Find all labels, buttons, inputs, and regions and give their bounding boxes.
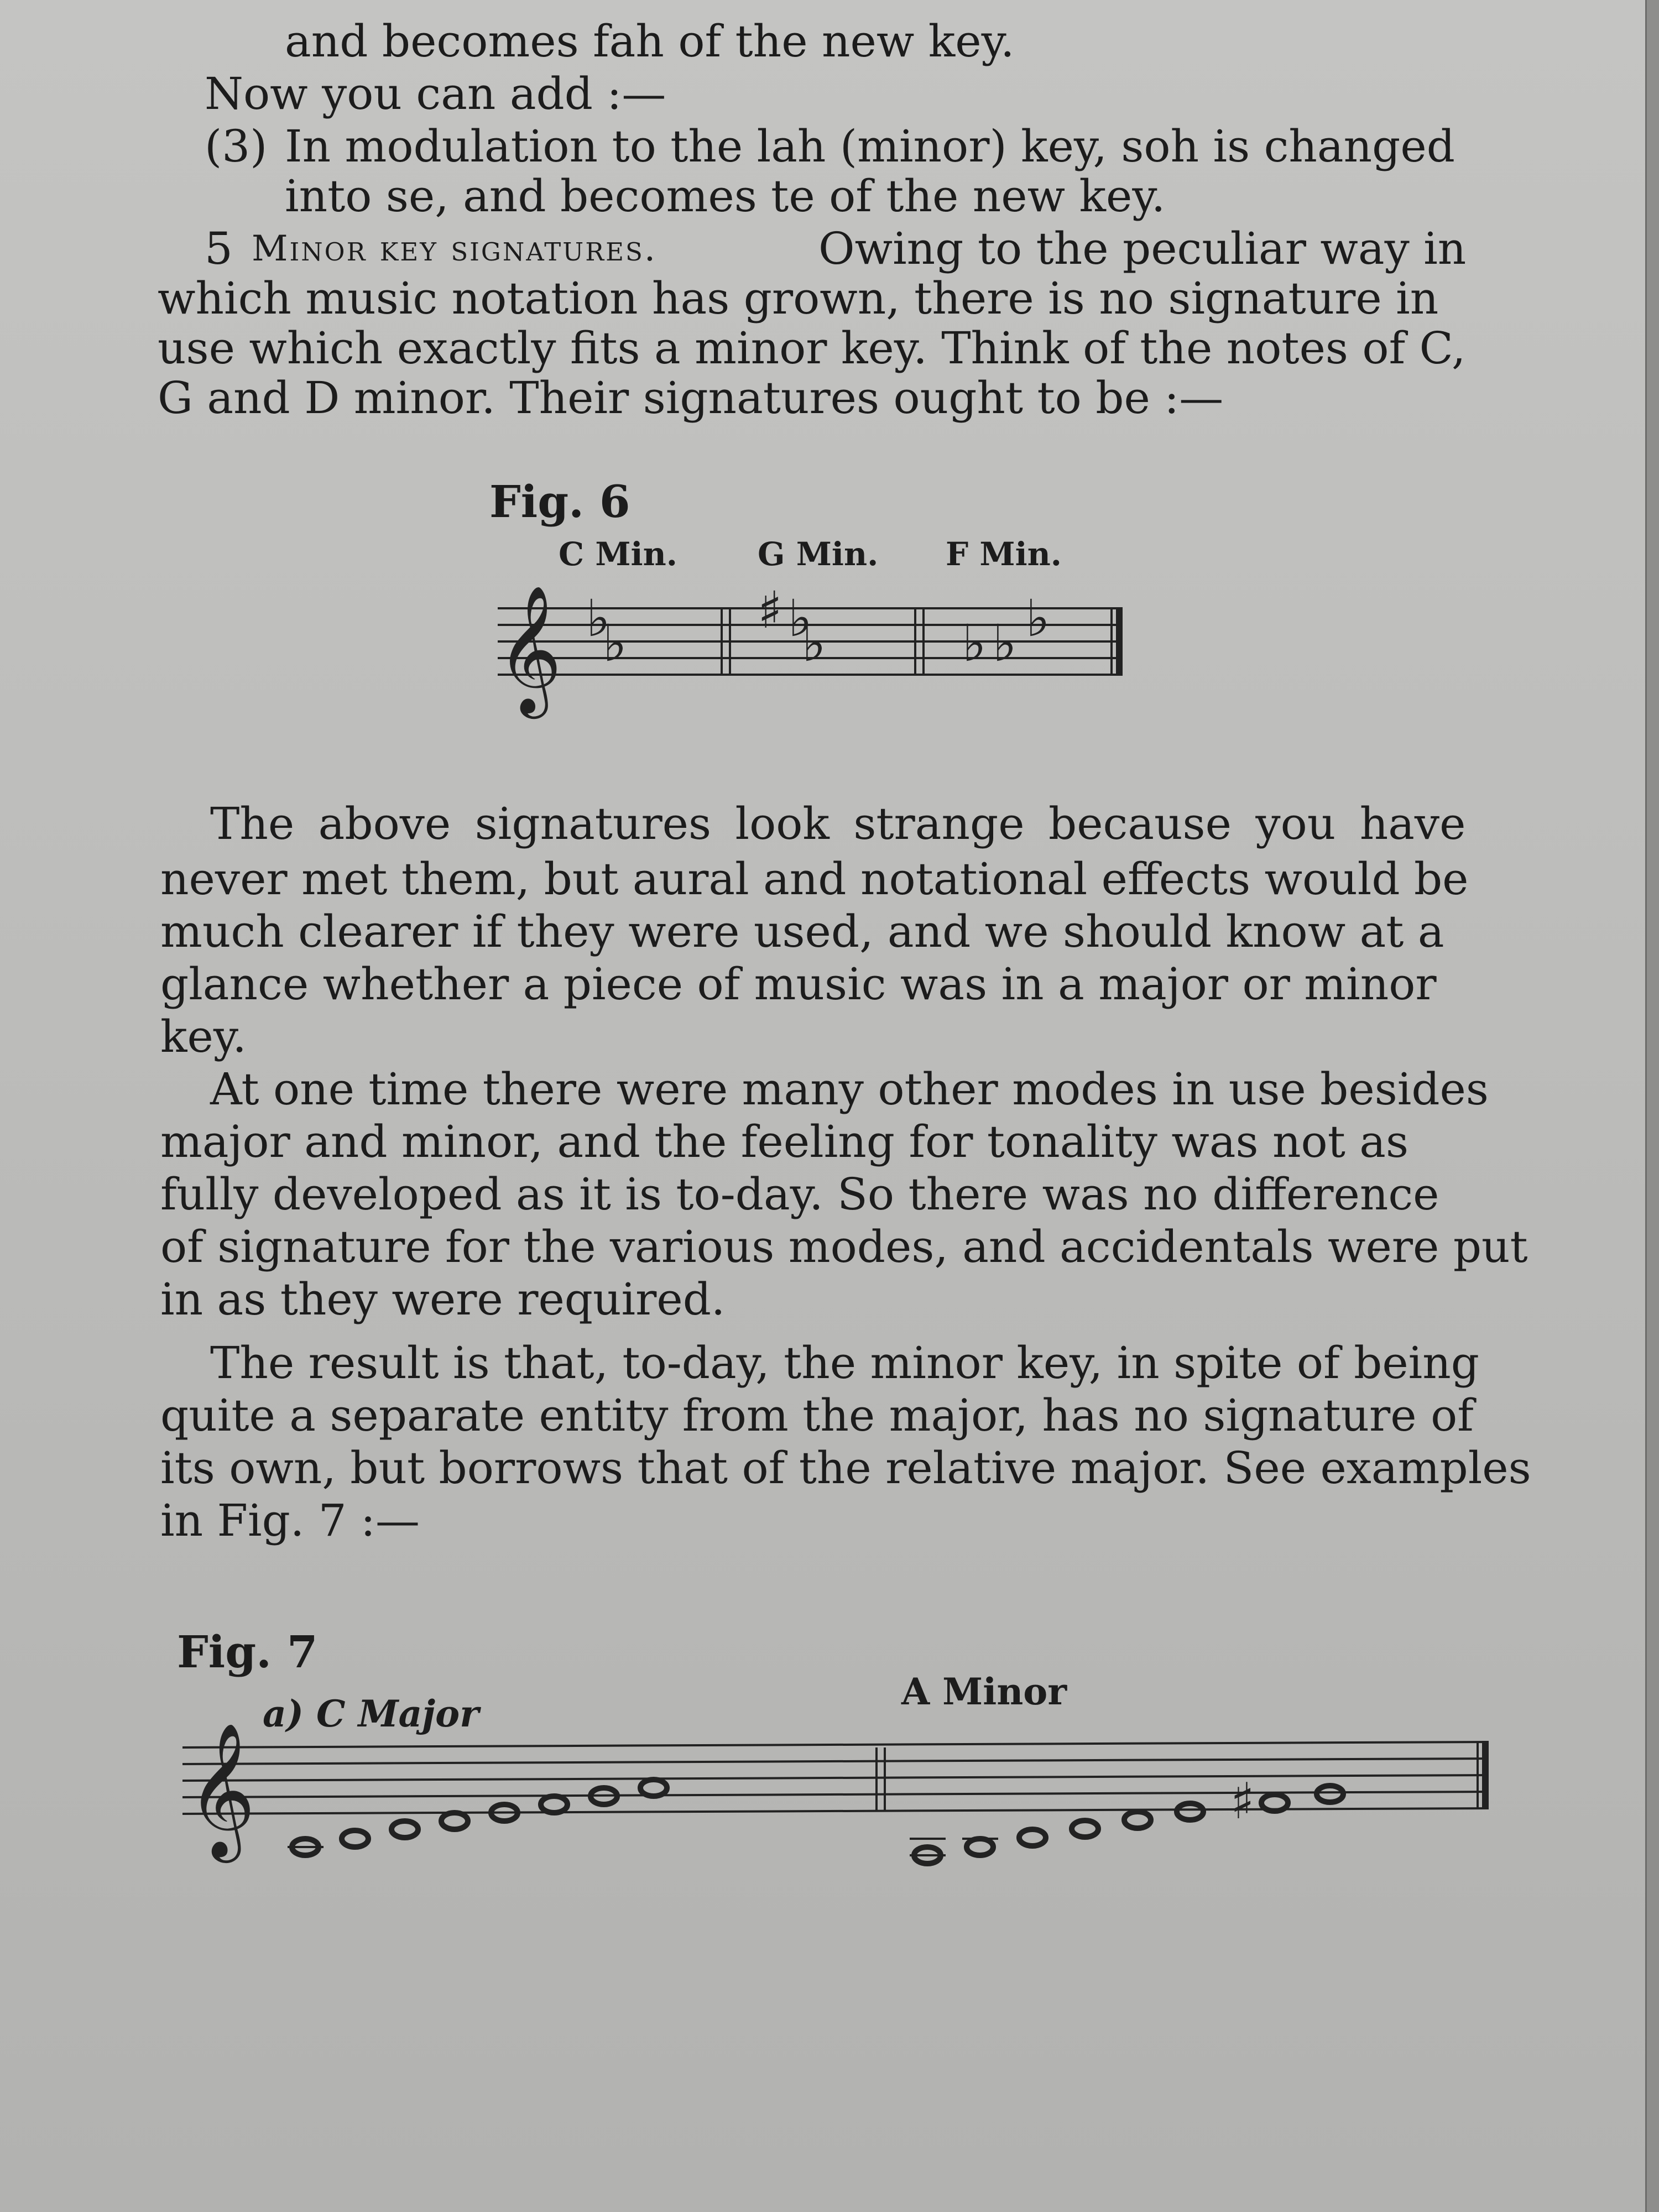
sharp-icon: ♯: [758, 581, 782, 640]
text-line: never met them, but aural and notational effects would be: [160, 853, 1469, 905]
section-number: 5: [205, 223, 233, 274]
whole-note: [541, 1796, 567, 1813]
flat-icon: ♭: [603, 614, 627, 673]
example-label: a) C Major: [263, 1692, 479, 1735]
whole-note: [392, 1821, 418, 1838]
text-line: use which exactly fits a minor key. Think of the notes of C,: [158, 322, 1466, 374]
text-line: The result is that, to-day, the minor key, in spite of being: [210, 1337, 1479, 1389]
flat-icon: ♭: [962, 614, 987, 673]
whole-note: [967, 1839, 993, 1855]
example-label: A Minor: [901, 1670, 1067, 1713]
whole-note: [1072, 1820, 1098, 1837]
whole-note: [1177, 1803, 1203, 1820]
fig6-staff: [487, 570, 1128, 735]
text-line: its own, but borrows that of the relative major. See examples: [160, 1442, 1531, 1494]
whole-note: [640, 1780, 667, 1796]
figure-label: Fig. 7: [177, 1626, 318, 1678]
text-line: The above signatures look strange because you have: [210, 798, 1466, 849]
text-line: glance whether a piece of music was in a major or minor: [160, 958, 1437, 1010]
text-line: in as they were required.: [160, 1274, 726, 1325]
text-line: Now you can add :—: [205, 68, 666, 119]
whole-note: [1317, 1786, 1343, 1802]
text-line: major and minor, and the feeling for tonality was not as: [160, 1116, 1409, 1167]
fig7-staff: [177, 1687, 1493, 1897]
treble-clef-icon: 𝄞: [497, 585, 562, 713]
flat-icon: ♭: [993, 614, 1017, 673]
whole-note: [1261, 1794, 1288, 1811]
treble-clef-icon: 𝄞: [187, 1721, 256, 1857]
text-line: into se, and becomes te of the new key.: [285, 170, 1166, 222]
sharp-icon: ♯: [1230, 1772, 1255, 1830]
flat-icon: ♭: [802, 614, 826, 673]
text-line: G and D minor. Their signatures ought to be :—: [158, 372, 1224, 424]
text-line: of signature for the various modes, and accidentals were put: [160, 1221, 1528, 1272]
text-line: At one time there were many other modes in use besides: [210, 1063, 1489, 1115]
text-line: key.: [160, 1011, 247, 1062]
key-label: F Min.: [946, 535, 1062, 573]
text-line: which music notation has grown, there is no signature in: [158, 273, 1439, 324]
whole-note: [1124, 1812, 1151, 1828]
section-heading: Minor key signatures.: [252, 228, 658, 269]
text-line: In modulation to the lah (minor) key, soh is changed: [285, 121, 1455, 172]
text-line: and becomes fah of the new key.: [285, 15, 1015, 67]
flat-icon: ♭: [788, 589, 812, 648]
flat-icon: ♭: [1026, 589, 1050, 648]
figure-label: Fig. 6: [489, 476, 630, 528]
text-line: in Fig. 7 :—: [160, 1495, 420, 1546]
list-number: (3): [205, 121, 268, 172]
whole-note: [1019, 1829, 1046, 1846]
text-line: fully developed as it is to-day. So there was no difference: [160, 1168, 1439, 1220]
key-label: C Min.: [559, 535, 677, 573]
whole-note: [441, 1813, 468, 1829]
key-label: G Min.: [758, 535, 879, 573]
text-line: quite a separate entity from the major, has no signature of: [160, 1390, 1474, 1441]
flat-icon: ♭: [586, 589, 611, 648]
page-edge: [1645, 0, 1659, 2212]
whole-note: [342, 1830, 368, 1847]
text-line: Owing to the peculiar way in: [818, 223, 1467, 274]
text-line: much clearer if they were used, and we should know at a: [160, 906, 1444, 957]
